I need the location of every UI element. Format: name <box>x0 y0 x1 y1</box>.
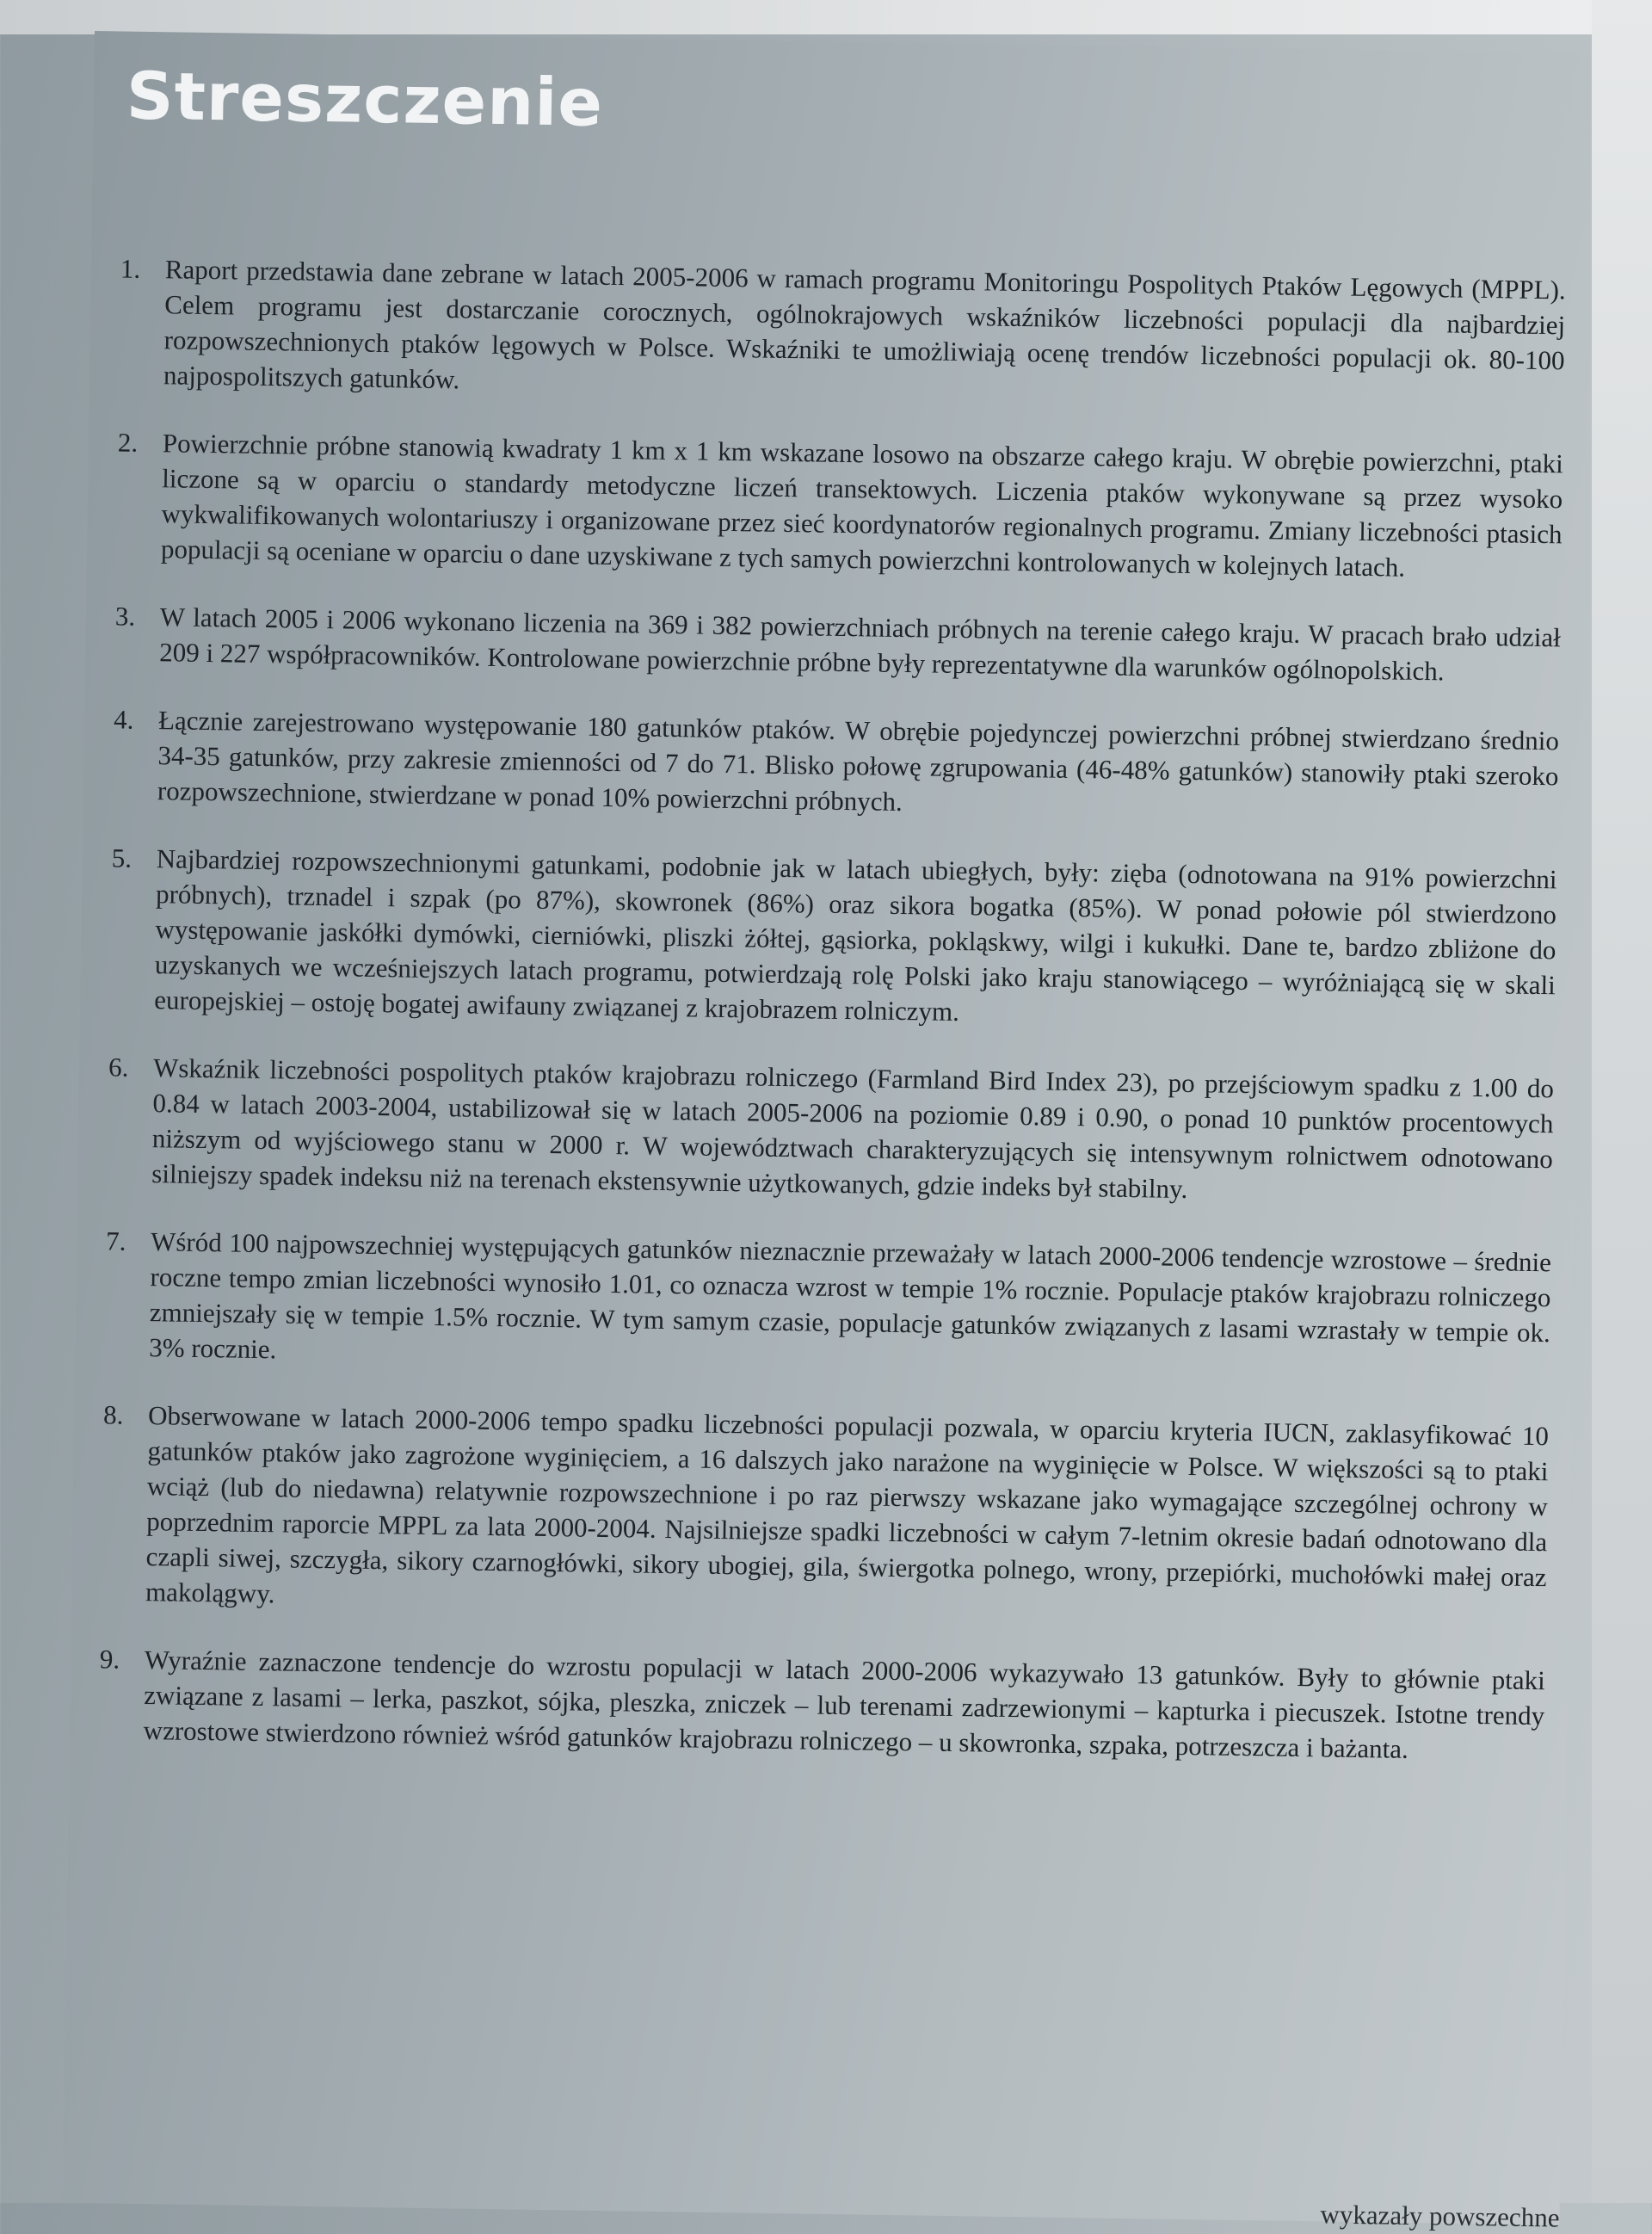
summary-item-4 <box>83 701 1582 830</box>
item-number: 4. <box>113 704 134 735</box>
item-number: 6. <box>108 1052 129 1083</box>
item-number: 3. <box>114 601 136 632</box>
item-text: W latach 2005 i 2006 wykonano liczenia na 369 i 382 powierzchniach próbnych na terenie całego kraju. W pracach brało udział 209 i 227 współpracowników. Kontrolowane powierzchnie próbne były reprezentatywne dla warunków ogólnopolskich. <box>159 602 1561 687</box>
item-text: Wśród 100 najpowszechniej występujących gatunków nieznacznie przeważały w latach 2000-2006 tendencje wzrostowe – średnie roczne tempo zmian liczebności wynosiło 1.01, co oznacza wzrost w tempie 1% rocznie. Populacje ptaków krajobrazu rolniczego zmniejszały się w tempie 1.5% rocznie. W tym samym czasie, populacje gatunków związanych z lasami wzrastały w tempie ok. 3% rocznie. <box>149 1226 1552 1365</box>
summary-list <box>69 250 1588 1802</box>
summary-item-8 <box>71 1397 1571 1631</box>
summary-item-6 <box>77 1049 1576 1213</box>
item-text: Łącznie zarejestrowano występowanie 180 gatunków ptaków. W obrębie pojedynczej powierzchni próbnej stwierdzano średnio 34-35 gatunków, przy zakresie zmienności od 7 do 71. Blisko połowę zgrupowania (46-48% gatunków) stanowiły ptaki szeroko rozpowszechnione, stwierdzane w ponad 10% powierzchni próbnych. <box>157 705 1560 818</box>
background-right <box>1592 0 1652 2203</box>
item-number: 5. <box>111 842 133 873</box>
summary-item-9 <box>69 1641 1568 1769</box>
cut-off-text-fragment: wykazały powszechne <box>1320 2199 1560 2233</box>
item-text: Obserwowane w latach 2000-2006 tempo spadku liczebności populacji pozwala, w oparciu kryteria IUCN, zaklasyfikować 10 gatunków ptaków jako zagrożone wyginięciem, a 16 dalszych jako narażone na wyginięcie w Polsce. W większości są to ptaki wciąż (lub do niedawna) relatywnie rozpowszechnione i po raz pierwszy wskazane jako wymagające szczególnej ochrony w poprzednim raporcie MPPL za lata 2000-2004. Najsilniejsze spadki liczebności w całym 7-letnim okresie badań odnotowano dla czapli siwej, szczygła, sikory czarnogłówki, sikory ubogiej, gila, świergotka polnego, wrony, przepiórki, muchołówki małej oraz makolągwy. <box>145 1400 1550 1609</box>
item-text: Powierzchnie próbne stanowią kwadraty 1 km x 1 km wskazane losowo na obszarze całego kraju. W obrębie powierzchni, ptaki liczone są w oparciu o standardy metodyczne liczeń transektowych. Liczenia ptaków wykonywane są przez wysoko wykwalifikowanych wolontariuszy i organizowane przez sieć koordynatorów regionalnych programu. Zmiany liczebności ptasich populacji są oceniane w oparciu o dane uzyskiwane z tych samych powierzchni kontrolowanych w kolejnych latach. <box>160 428 1563 583</box>
summary-item-1 <box>89 250 1588 414</box>
item-text: Wskaźnik liczebności pospolitych ptaków krajobrazu rolniczego (Farmland Bird Index 23), po przejściowym spadku z 1.00 do 0.84 w latach 2003-2004, ustabilizował się w latach 2005-2006 na poziomie 0.89 i 0.90, o ponad 10 punktów procentowych niższym od wyjściowego stanu w 2000 r. W województwach charakteryzujących się intensywnym rolnictwem odnotowano silniejszy spadek indeksu niż na terenach ekstensywnie użytkowanych, gdzie indeks był stabilny. <box>151 1052 1555 1204</box>
summary-item-5 <box>80 840 1580 1039</box>
item-number: 1. <box>120 253 141 284</box>
item-number: 9. <box>99 1644 120 1675</box>
item-text: Wyraźnie zaznaczone tendencje do wzrostu populacji w latach 2000-2006 wykazywało 13 gatunków. Były to głównie ptaki związane z lasami – lerka, paszkot, sójka, pleszka, zniczek – lub terenami zadrzewionymi – kapturka i piecuszek. Istotne trendy wzrostowe stwierdzono również wśród gatunków krajobrazu rolniczego – u skowronka, szpaka, potrzeszcza i bażanta. <box>143 1645 1546 1764</box>
summary-item-7 <box>75 1223 1574 1386</box>
summary-item-3 <box>85 598 1583 691</box>
item-number: 7. <box>105 1225 126 1256</box>
item-text: Raport przedstawia dane zebrane w latach 2005-2006 w ramach programu Monitoringu Pospolitych Ptaków Lęgowych (MPPL). Celem programu jest dostarczanie corocznych, ogólnokrajowych wskaźników liczebności populacji dla najbardziej rozpowszechnionych ptaków lęgowych w Polsce. Wskaźniki te umożliwiają ocenę trendów liczebności populacji ok. 80-100 najpospolitszych gatunków. <box>163 254 1566 395</box>
item-number: 8. <box>102 1399 124 1430</box>
item-number: 2. <box>117 427 139 458</box>
document-page <box>63 31 1592 2233</box>
item-text: Najbardziej rozpowszechnionymi gatunkami, podobnie jak w latach ubiegłych, były: zięba (odnotowana na 91% powierzchni próbnych), trznadel i szpak (po 87%), skowronek (86%) oraz sikora bogatka (85%). W ponad połowie pól stwierdzono występowanie jaskółki dymówki, cierniówki, pliszki żółtej, gąsiorka, pokląskwy, wilgi i kukułki. Dane te, bardzo zbliżone do uzyskanych we wcześniejszych latach programu, potwierdzają rolę Polski jako kraju stanowiącego – wyróżniającą się w skali europejskiej – ostoję bogatej awifauny związanej z krajobrazem rolniczym. <box>154 843 1557 1028</box>
page-title: Streszczenie <box>126 57 604 141</box>
background-top <box>0 0 1652 34</box>
summary-item-2 <box>87 424 1586 588</box>
